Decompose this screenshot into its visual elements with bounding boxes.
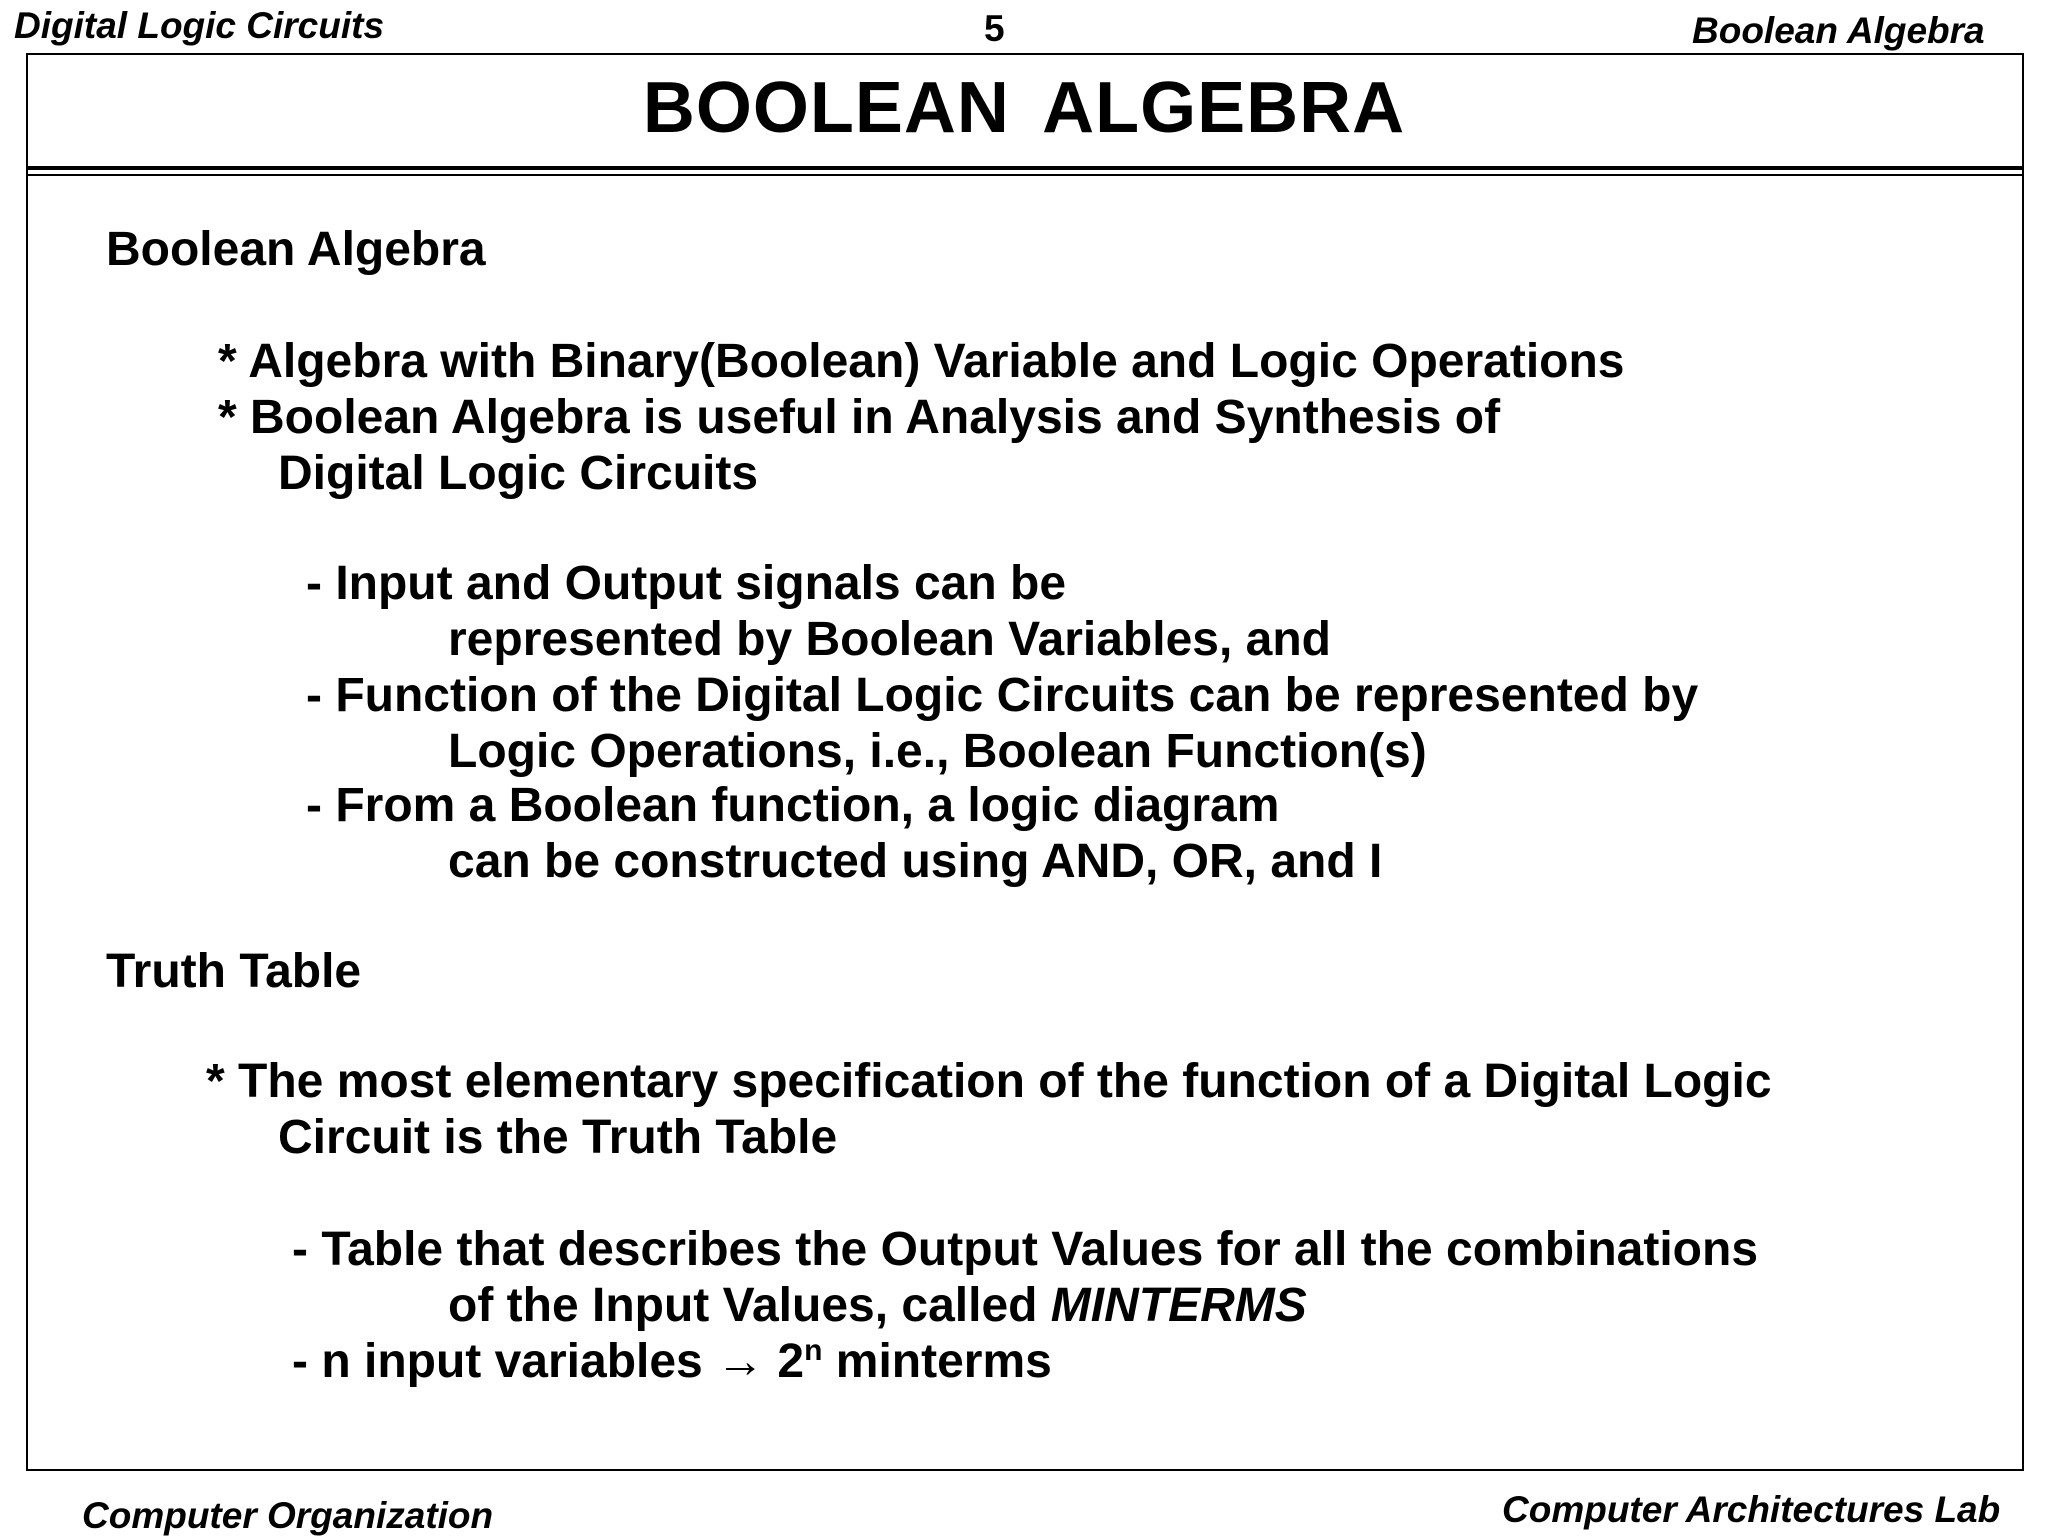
bullet-usefulness-line1: * Boolean Algebra is useful in Analysis and Synthesis of — [218, 391, 1501, 444]
section-heading-boolean-algebra: Boolean Algebra — [106, 223, 486, 276]
page-number: 5 — [984, 8, 1005, 49]
sub-bullet-signals-line2: represented by Boolean Variables, and — [448, 613, 1331, 666]
sub-bullet-signals-line1: - Input and Output signals can be — [306, 557, 1067, 610]
footer-course-name: Computer Organization — [82, 1495, 494, 1536]
bullet-algebra-definition: * Algebra with Binary(Boolean) Variable and Logic Operations — [218, 335, 1625, 388]
title-rule-thin — [26, 174, 2024, 176]
exponent-n: n — [804, 1334, 823, 1367]
section-heading-truth-table: Truth Table — [106, 945, 362, 998]
sub-bullet-variable-count — [292, 1334, 1052, 1390]
slide-title: BOOLEAN ALGEBRA — [642, 68, 1406, 148]
variable-count-suffix: minterms — [822, 1335, 1052, 1388]
minterms-prefix-text: of the Input Values, called — [448, 1279, 1051, 1332]
bullet-truth-table-line1: * The most elementary specification of the function of a Digital Logic — [206, 1055, 1772, 1108]
minterms-emphasis: MINTERMS — [1050, 1279, 1307, 1332]
bullet-usefulness-line2: Digital Logic Circuits — [278, 447, 759, 500]
footer-lab-name: Computer Architectures Lab — [1502, 1489, 2001, 1530]
bullet-truth-table-line2: Circuit is the Truth Table — [278, 1111, 838, 1164]
sub-bullet-function-line1: - Function of the Digital Logic Circuits can be represented by — [306, 669, 1699, 722]
header-course-title: Digital Logic Circuits — [14, 5, 385, 46]
variable-count-prefix: - n input variables → 2 — [292, 1335, 805, 1388]
sub-bullet-function-line2: Logic Operations, i.e., Boolean Function(s) — [448, 725, 1427, 778]
header-topic-title: Boolean Algebra — [1692, 10, 1985, 51]
sub-bullet-minterms-line2 — [448, 1278, 1307, 1334]
title-rule-thick — [26, 166, 2024, 170]
sub-bullet-minterms-line1: - Table that describes the Output Values for all the combinations — [292, 1223, 1759, 1276]
sub-bullet-diagram-line2: can be constructed using AND, OR, and I — [448, 835, 1383, 888]
sub-bullet-diagram-line1: - From a Boolean function, a logic diagram — [306, 779, 1280, 832]
